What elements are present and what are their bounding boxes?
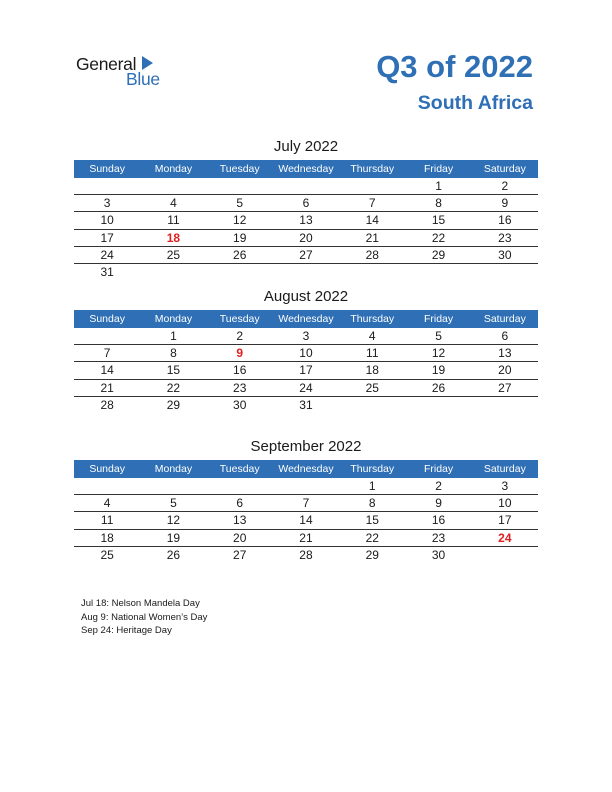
date-cell: 2 [501, 179, 509, 193]
weekday-label: Tuesday [219, 463, 260, 475]
week-row [74, 397, 538, 414]
week-row [74, 230, 538, 247]
date-cell [472, 397, 538, 414]
date-cell: 3 [103, 196, 111, 211]
date-cell: 4 [368, 329, 376, 343]
holiday-date-cell: 18 [166, 230, 181, 245]
date-cell: 2 [236, 329, 244, 343]
date-cell: 10 [299, 346, 313, 361]
date-cell: 5 [236, 196, 244, 211]
month-title: July 2022 [273, 138, 339, 155]
date-cell: 26 [431, 380, 446, 395]
date-cell: 1 [170, 329, 177, 343]
date-cell: 31 [100, 264, 114, 279]
date-cell: 13 [299, 213, 313, 228]
date-cell: 12 [431, 346, 446, 361]
holiday-notes [81, 597, 207, 638]
country-subtitle: South Africa [417, 92, 533, 114]
date-cell: 8 [170, 346, 177, 361]
date-cell: 30 [431, 547, 446, 562]
logo-blue-text: Blue [126, 69, 160, 89]
weekday-label: Thursday [350, 313, 395, 325]
weekday-label: Thursday [350, 163, 395, 175]
date-cell: 20 [299, 230, 313, 245]
page-title: Q3 of 2022 [376, 49, 533, 84]
holiday-date-cell: 9 [236, 346, 244, 361]
weekday-label: Sunday [89, 463, 125, 475]
date-cell: 27 [299, 247, 313, 262]
date-cell: 30 [498, 247, 512, 262]
date-cell [207, 478, 273, 494]
date-cell [140, 478, 206, 494]
date-cell: 19 [166, 530, 181, 545]
date-cell: 17 [498, 513, 512, 528]
weekday-label: Wednesday [278, 463, 334, 475]
month-calendar-august [74, 286, 538, 414]
date-cell [140, 178, 206, 194]
date-cell: 10 [100, 213, 114, 228]
date-cell [273, 264, 339, 281]
date-cell: 27 [498, 380, 512, 395]
date-cell: 18 [365, 363, 379, 378]
date-cell: 25 [166, 247, 181, 262]
date-cell [405, 397, 471, 414]
date-cell: 31 [299, 397, 313, 412]
date-cell: 16 [431, 513, 446, 528]
week-row [74, 478, 538, 495]
date-cell: 12 [166, 513, 181, 528]
weekday-header [74, 460, 538, 478]
date-cell: 21 [299, 530, 313, 545]
weekday-label: Saturday [483, 313, 526, 325]
date-cell: 12 [233, 213, 247, 228]
logo-general-text: General [76, 54, 137, 74]
weekday-label: Sunday [89, 313, 125, 325]
date-cell: 24 [299, 380, 313, 395]
weekday-label: Monday [154, 463, 193, 475]
date-cell: 5 [170, 496, 177, 511]
date-cell: 13 [498, 346, 512, 361]
date-cell: 18 [100, 530, 114, 545]
date-cell: 7 [103, 346, 111, 361]
date-cell: 9 [501, 196, 509, 211]
date-cell [207, 178, 273, 194]
week-row [74, 178, 538, 195]
weekday-label: Saturday [483, 463, 526, 475]
date-cell: 2 [435, 479, 442, 493]
holiday-date-cell: 24 [498, 530, 512, 545]
date-cell [273, 478, 339, 494]
date-cell: 4 [103, 496, 111, 511]
holiday-note: Aug 9: National Women’s Day [81, 611, 208, 623]
week-row [74, 247, 538, 264]
date-cell: 28 [299, 547, 313, 562]
date-cell [74, 178, 140, 194]
week-row [74, 380, 538, 397]
date-cell: 19 [431, 363, 446, 378]
date-cell: 4 [170, 196, 177, 211]
week-row [74, 212, 538, 229]
week-row [74, 328, 538, 345]
date-cell: 6 [501, 329, 509, 343]
date-cell: 29 [166, 397, 181, 412]
date-cell [339, 397, 405, 414]
date-cell: 1 [368, 479, 376, 493]
weekday-label: Wednesday [278, 313, 334, 325]
week-row [74, 547, 538, 564]
date-cell: 13 [233, 513, 247, 528]
weekday-label: Saturday [483, 163, 526, 175]
weekday-label: Monday [154, 163, 193, 175]
date-cell: 7 [302, 496, 310, 511]
date-cell: 1 [435, 179, 442, 193]
month-calendar-september [74, 436, 538, 564]
date-cell: 28 [365, 247, 379, 262]
date-cell: 29 [431, 247, 446, 262]
logo-flag-icon [142, 56, 153, 70]
date-cell: 6 [302, 196, 310, 211]
date-cell: 22 [365, 530, 379, 545]
date-cell: 16 [233, 363, 247, 378]
weekday-label: Tuesday [219, 163, 260, 175]
date-cell [339, 178, 405, 194]
date-cell: 30 [233, 397, 247, 412]
date-cell [74, 478, 140, 494]
date-cell: 6 [236, 496, 244, 511]
logo [76, 52, 176, 92]
weekday-label: Tuesday [219, 313, 260, 325]
date-cell: 20 [498, 363, 512, 378]
date-cell: 26 [233, 247, 247, 262]
date-cell: 8 [435, 196, 442, 211]
date-cell [74, 328, 140, 344]
date-cell: 7 [368, 196, 376, 211]
date-cell [472, 547, 538, 564]
month-calendar-july [74, 136, 538, 281]
date-cell: 9 [435, 496, 442, 511]
date-cell: 17 [100, 230, 114, 245]
date-cell [140, 264, 206, 281]
date-cell: 15 [365, 513, 379, 528]
weekday-label: Thursday [350, 463, 395, 475]
weekday-label: Friday [423, 463, 454, 475]
date-cell: 14 [365, 213, 379, 228]
weekday-header [74, 160, 538, 178]
date-cell: 3 [501, 479, 509, 493]
month-title: August 2022 [263, 288, 349, 305]
week-row [74, 530, 538, 547]
date-cell: 21 [365, 230, 379, 245]
date-cell: 20 [233, 530, 247, 545]
date-cell: 23 [498, 230, 512, 245]
date-cell: 23 [431, 530, 446, 545]
date-cell: 11 [100, 513, 114, 528]
weekday-label: Wednesday [278, 163, 334, 175]
week-row [74, 362, 538, 379]
week-row [74, 195, 538, 212]
holiday-note: Jul 18: Nelson Mandela Day [81, 598, 200, 609]
date-cell [472, 264, 538, 281]
date-cell: 22 [431, 230, 446, 245]
date-cell: 5 [435, 329, 442, 343]
date-cell: 28 [100, 397, 114, 412]
date-cell: 19 [233, 230, 247, 245]
date-cell: 24 [100, 247, 114, 262]
weekday-label: Friday [423, 313, 454, 325]
date-cell: 10 [498, 496, 512, 511]
date-cell [207, 264, 273, 281]
date-cell: 22 [166, 380, 181, 395]
date-cell: 15 [431, 213, 446, 228]
date-cell: 17 [299, 363, 313, 378]
date-cell: 15 [166, 363, 181, 378]
date-cell: 27 [233, 547, 247, 562]
date-cell [273, 178, 339, 194]
weekday-label: Sunday [89, 163, 125, 175]
month-title: September 2022 [250, 438, 362, 455]
week-row [74, 512, 538, 529]
week-row [74, 495, 538, 512]
date-cell [405, 264, 471, 281]
week-row [74, 264, 538, 281]
date-cell: 25 [365, 380, 379, 395]
date-cell: 14 [100, 363, 114, 378]
date-cell: 8 [368, 496, 376, 511]
date-cell: 29 [365, 547, 379, 562]
holiday-note: Sep 24: Heritage Day [81, 625, 172, 636]
date-cell: 3 [302, 329, 310, 343]
date-cell: 21 [100, 380, 114, 395]
date-cell [339, 264, 405, 281]
date-cell: 26 [166, 547, 181, 562]
date-cell: 23 [233, 380, 247, 395]
date-cell: 16 [498, 213, 512, 228]
date-cell: 25 [100, 547, 114, 562]
weekday-label: Friday [423, 163, 454, 175]
weekday-label: Monday [154, 313, 193, 325]
date-cell: 14 [299, 513, 313, 528]
date-cell: 11 [167, 213, 180, 228]
week-row [74, 345, 538, 362]
date-cell: 11 [366, 346, 379, 361]
weekday-header [74, 310, 538, 328]
